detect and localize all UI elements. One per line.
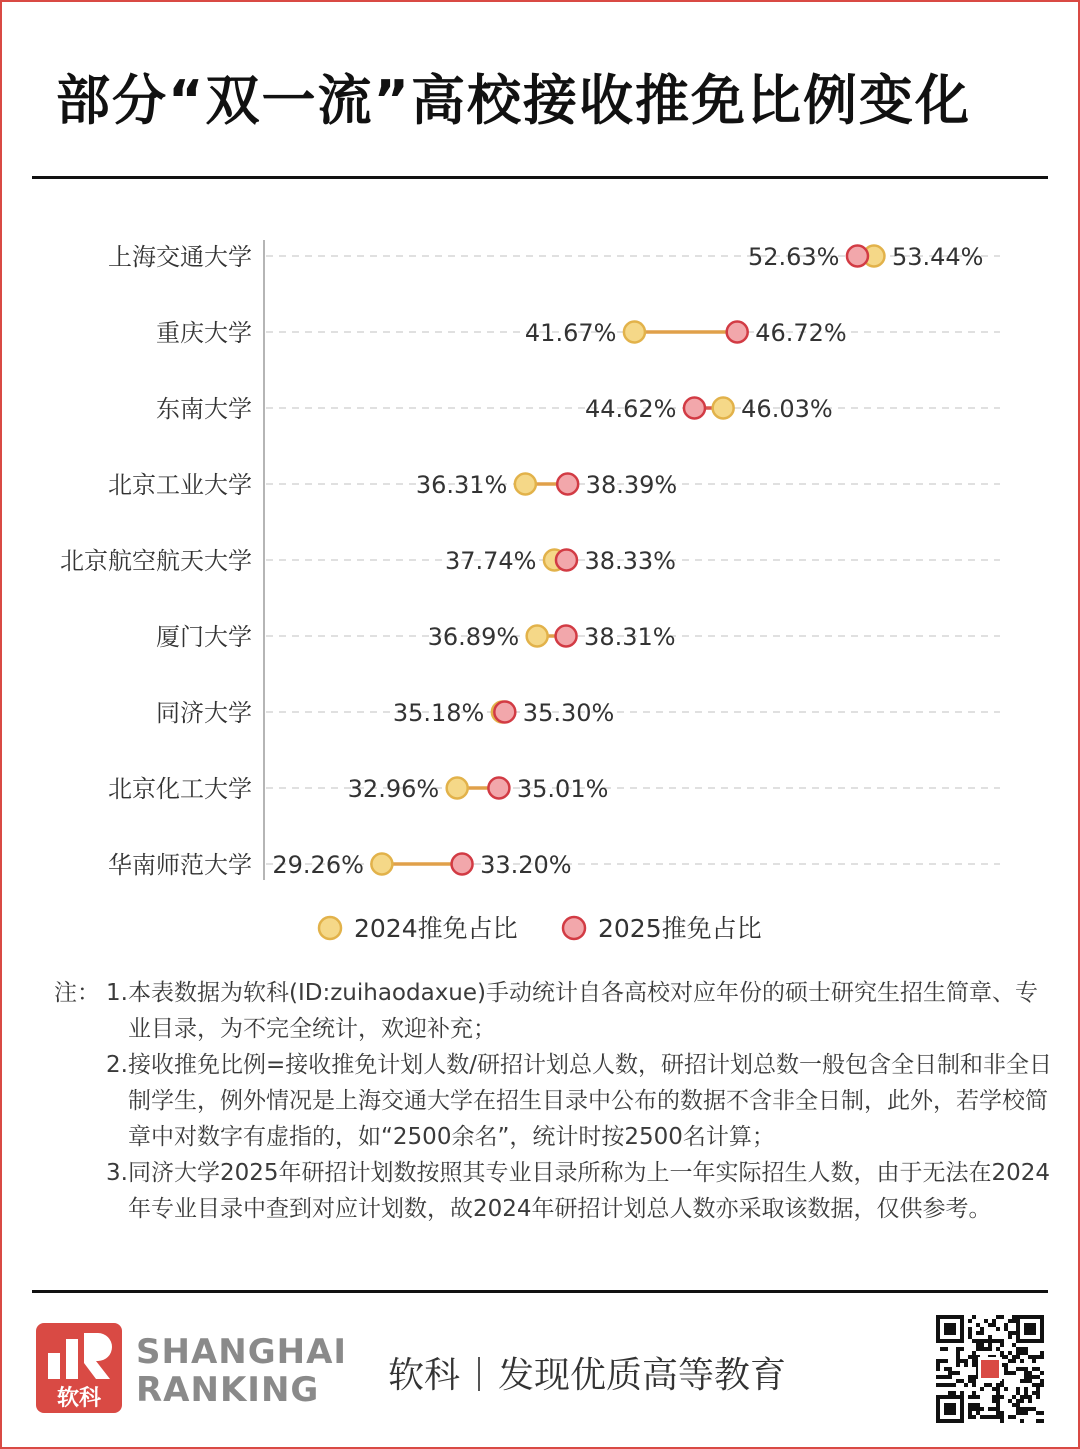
point-2025 (727, 322, 748, 343)
point-2024 (447, 778, 468, 799)
point-2024 (713, 398, 734, 419)
data-label: 36.31% (415, 471, 508, 499)
category-label: 东南大学 (156, 395, 252, 423)
note-text: 接收推免比例=接收推免计划人数/研招计划总人数，研招计划总数一般包含全日制和非全日制学生，例外情况是上海交通大学在招生目录中公布的数据不含非全日制，此外，若学校简章中对数字有虚指的，如“2500余名”，统计时按2500名计算； (128, 1052, 1053, 1150)
point-2025 (488, 778, 509, 799)
data-label: 35.18% (392, 699, 485, 727)
point-2025 (556, 550, 577, 571)
data-label: 35.30% (522, 699, 615, 727)
data-label: 36.89% (427, 623, 520, 651)
data-label: 35.01% (516, 775, 609, 803)
category-label: 厦门大学 (156, 623, 252, 651)
slogan-text: 发现优质高等教育 (498, 1355, 787, 1396)
data-label: 44.62% (584, 395, 677, 423)
slogan (388, 1347, 786, 1398)
slogan-separator (478, 1357, 480, 1391)
note-item-2 (54, 1047, 1054, 1155)
category-label: 北京工业大学 (108, 471, 252, 499)
category-label: 同济大学 (156, 699, 252, 727)
point-2024 (624, 322, 645, 343)
point-2024 (527, 626, 548, 647)
data-label: 46.03% (741, 395, 833, 423)
point-2024 (371, 854, 392, 875)
note-number: 3. (106, 1160, 128, 1186)
point-2025 (556, 626, 577, 647)
page-title: 部分“双一流”高校接收推免比例变化 (56, 69, 971, 132)
shanghai-ranking-logo-icon (36, 1323, 122, 1413)
note-text: 同济大学2025年研招计划数按照其专业目录所称为上一年实际招生人数，由于无法在2024年专业目录中查到对应计划数，故2024年研招计划总人数亦采取该数据，仅供参考。 (128, 1160, 1051, 1222)
note-text: 本表数据为软科(ID:zuihaodaxue)手动统计自各高校对应年份的硕士研究生招生简章、专业目录，为不完全统计，欢迎补充； (128, 980, 1039, 1042)
category-label: 北京化工大学 (108, 775, 252, 803)
slogan-brand: 软科 (388, 1355, 461, 1396)
point-2025 (847, 246, 868, 267)
legend-marker-2025 (563, 917, 585, 939)
category-label: 上海交通大学 (108, 243, 252, 271)
legend-label-2024: 2024推免占比 (354, 914, 518, 943)
category-label: 北京航空航天大学 (60, 547, 252, 575)
category-label: 重庆大学 (156, 319, 252, 347)
brand-name (136, 1333, 347, 1409)
point-2024 (515, 474, 536, 495)
logo-text: 软科 (56, 1386, 102, 1411)
point-2025 (557, 474, 578, 495)
qr-code-icon (934, 1313, 1046, 1425)
point-2025 (452, 854, 473, 875)
note-number: 1. (106, 980, 128, 1006)
legend-label-2025: 2025推免占比 (598, 914, 762, 943)
data-label: 41.67% (524, 319, 617, 347)
data-label: 38.39% (585, 471, 678, 499)
data-label: 32.96% (347, 775, 440, 803)
legend-marker-2024 (319, 917, 341, 939)
point-2025 (494, 702, 515, 723)
footer-divider (32, 1290, 1048, 1293)
brand-line-2: RANKING (136, 1370, 320, 1410)
data-label: 33.20% (480, 851, 572, 879)
note-number: 2. (106, 1052, 128, 1078)
category-label: 华南师范大学 (108, 851, 252, 879)
data-label: 46.72% (755, 319, 847, 347)
note-item-1 (54, 975, 1054, 1047)
dumbbell-chart (0, 190, 1080, 960)
data-label: 53.44% (891, 243, 984, 271)
data-label: 38.31% (584, 623, 676, 651)
notes (54, 975, 1054, 1227)
brand-line-1: SHANGHAI (136, 1332, 348, 1372)
data-label: 52.63% (747, 243, 840, 271)
point-2025 (684, 398, 705, 419)
title-divider (32, 176, 1048, 179)
notes-heading: 注： (54, 980, 100, 1006)
data-label: 29.26% (272, 851, 364, 879)
footer (0, 1295, 1080, 1445)
data-label: 37.74% (444, 547, 537, 575)
data-label: 38.33% (584, 547, 676, 575)
note-item-3 (54, 1155, 1054, 1227)
